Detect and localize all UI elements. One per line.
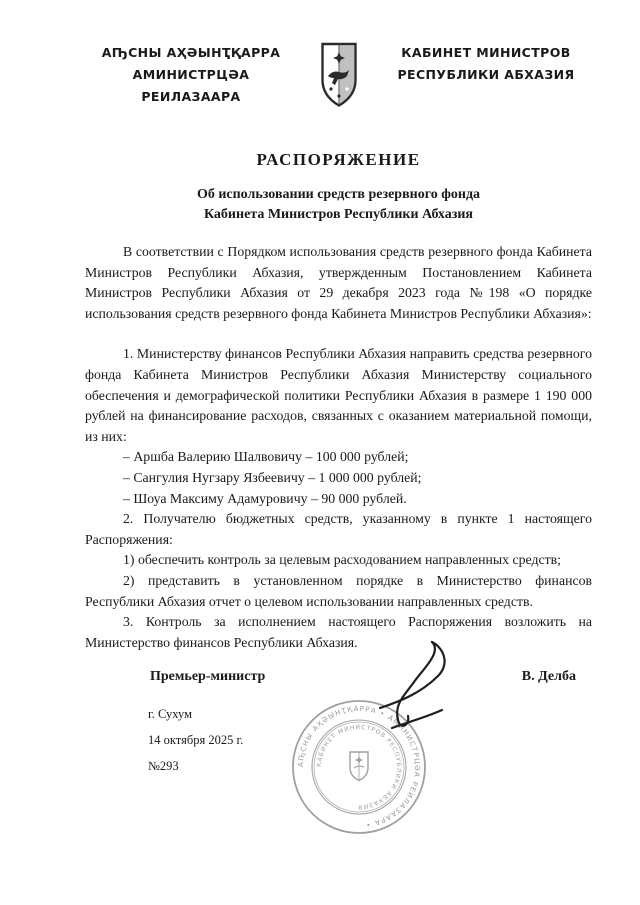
seal-inner-text: КАБИНЕТ МИНИСТРОВ РЕСПУБЛИКИ АБХАЗИЯ [315, 723, 403, 811]
paragraph-point2-sub1: 1) обеспечить контроль за целевым расходованием направленных средств; [123, 552, 561, 568]
document-title: РАСПОРЯЖЕНИЕ [256, 150, 421, 169]
list-item-recipient-3: – Шоуа Максиму Адамуровичу – 90 000 рублей. [123, 490, 407, 506]
paragraph-preamble: В соответствии с Порядком использования средств резервного фонда Кабинета Министров Республики Абхазия, утвержденным Постановлением Кабинета Министров Республики Абхазия от 29 декабря 2023 года №198 «О порядке использования средств резервного фонда Кабинета Министров Республики Абхазия»: [85, 244, 592, 321]
list-item-recipient-1: – Аршба Валерию Шалвовичу – 100 000 рублей; [123, 449, 409, 465]
footer-date: 14 октября 2025 г. [148, 733, 244, 748]
letterhead-abkhaz-line1: АҦСНЫ АҲӘЫНҬҚАРРА [101, 45, 281, 60]
document-subject [85, 185, 592, 225]
footer-number: №293 [148, 759, 179, 774]
letterhead-russian [380, 42, 592, 86]
seal-center-emblem [350, 752, 368, 781]
letterhead-abkhaz-line2: АМИНИСТРЦӘА РЕИЛАЗААРА [132, 67, 250, 104]
letterhead-russian-line1: КАБИНЕТ МИНИСТРОВ [401, 45, 571, 60]
list-item-recipient-2: – Сангулия Нугзару Язбеевичу – 1 000 000 рублей; [123, 469, 422, 485]
footer-city: г. Сухум [148, 707, 193, 722]
letterhead [85, 0, 592, 108]
coat-of-arms-icon [320, 42, 358, 108]
letterhead-abkhaz [85, 42, 297, 108]
paragraph-point3: 3. Контроль за исполнением настоящего Распоряжения возложить на Министерство финансов Республики Абхазия. [85, 614, 592, 650]
paragraph-point2: 2. Получателю бюджетных средств, указанному в пункте 1 настоящего Распоряжения: [85, 511, 592, 547]
handwritten-signature-icon [362, 636, 474, 754]
signer-role: Премьер-министр [150, 669, 266, 685]
document-body [85, 242, 592, 653]
signer-name: В. Делба [521, 669, 576, 685]
subject-line1: Об использовании средств резервного фонда [196, 187, 481, 202]
paragraph-point2-sub2: 2) представить в установленном порядке в Министерство финансов Республики Абхазия отчет о целевом использовании направленных средств. [85, 572, 592, 609]
seal-outer-text: АҦСНЫ АҲӘЫНҬҚАРРА • АМИНИСТРЦӘА РЕИЛАЗААРА • [296, 704, 422, 829]
letterhead-russian-line2: РЕСПУБЛИКИ АБХАЗИЯ [397, 67, 575, 82]
signature-row [85, 669, 592, 685]
paragraph-point1: 1. Министерству финансов Республики Абхазия направить средства резервного фонда Кабинета Министров Республики Абхазия Министерству социального обеспечения и демографической политики Республики Абхазия в размере 1 190 000 рублей на финансирование расходов, связанных с оказанием материальной помощи, из них: [85, 346, 592, 444]
subject-line2: Кабинета Министров Республики Абхазия [203, 207, 474, 222]
